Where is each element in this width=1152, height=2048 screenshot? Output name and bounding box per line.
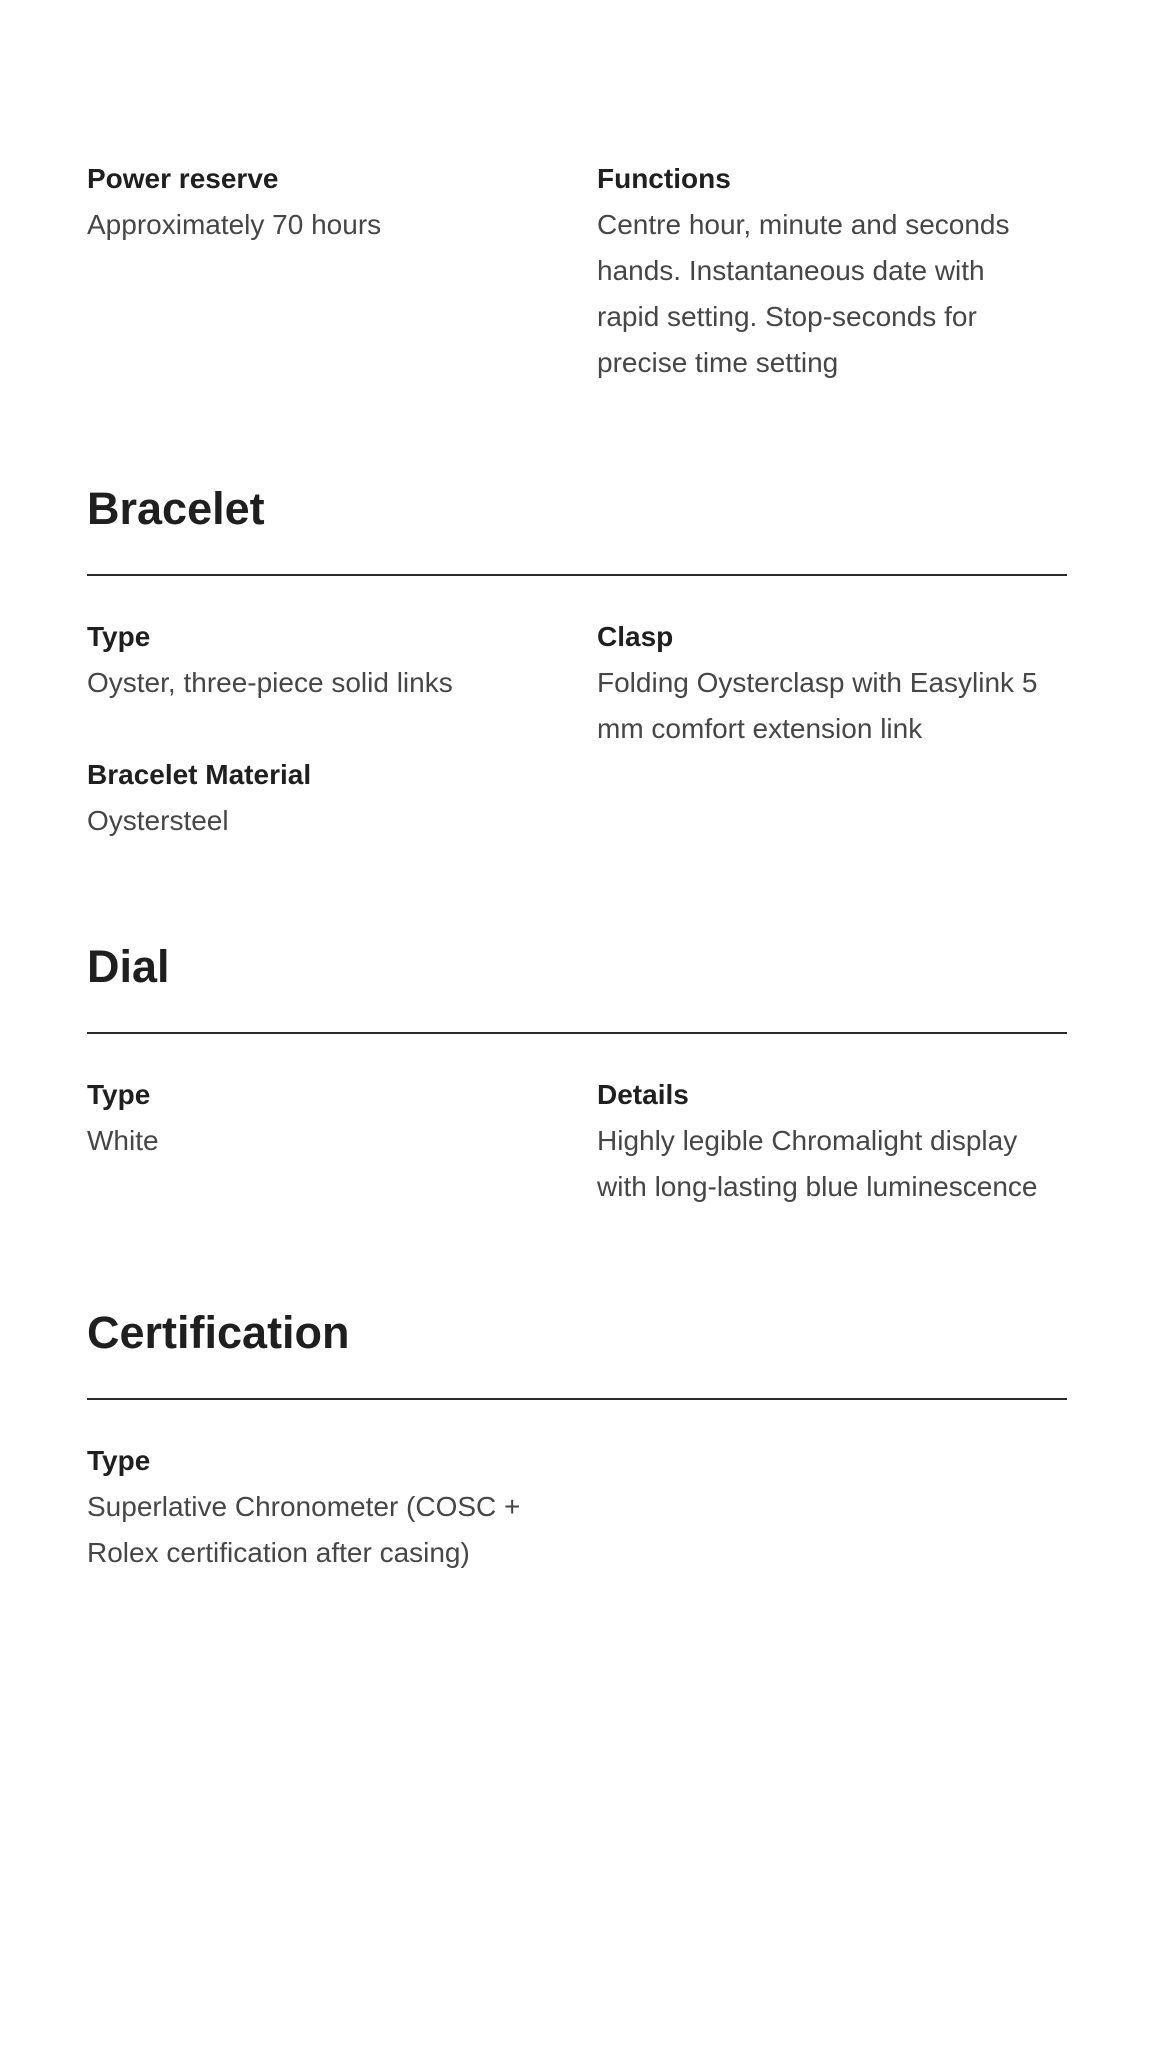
section-divider <box>87 574 1067 576</box>
spec-item-functions <box>597 156 1047 386</box>
section-title-bracelet: Bracelet <box>87 483 265 534</box>
spec-label: Clasp <box>597 621 674 652</box>
spec-section-bracelet <box>87 482 1067 844</box>
spec-section-dial <box>87 940 1067 1210</box>
spec-item-dial-type <box>87 1072 537 1210</box>
spec-value: Superlative Chronometer (COSC + Rolex certification after casing) <box>87 1491 521 1568</box>
spec-grid <box>87 614 1067 844</box>
spec-value: Highly legible Chromalight display with long-lasting blue luminescence <box>597 1125 1038 1202</box>
section-divider <box>87 1032 1067 1034</box>
spec-item-certification-type <box>87 1438 537 1576</box>
spec-item-bracelet-material <box>87 752 537 844</box>
spec-value: Centre hour, minute and seconds hands. Instantaneous date with rapid setting. Stop-seconds for precise time setting <box>597 209 1010 378</box>
spec-label: Details <box>597 1079 689 1110</box>
spec-label: Type <box>87 1079 151 1110</box>
spec-value: Folding Oysterclasp with Easylink 5 mm comfort extension link <box>597 667 1038 744</box>
spec-label: Functions <box>597 163 731 194</box>
spec-grid <box>87 156 1067 386</box>
spec-section-continued <box>87 156 1067 386</box>
spec-value: White <box>87 1125 159 1156</box>
section-title-certification: Certification <box>87 1307 350 1358</box>
spec-item-bracelet-type <box>87 614 537 752</box>
spec-grid <box>87 1438 1067 1576</box>
spec-label: Type <box>87 621 151 652</box>
spec-value: Oyster, three-piece solid links <box>87 667 453 698</box>
spec-section-certification <box>87 1306 1067 1576</box>
spec-item-dial-details <box>597 1072 1047 1210</box>
spec-value: Oystersteel <box>87 805 229 836</box>
spec-item-power-reserve <box>87 156 537 386</box>
spec-label: Type <box>87 1445 151 1476</box>
spec-label: Power reserve <box>87 163 279 194</box>
section-title-dial: Dial <box>87 941 170 992</box>
spec-label: Bracelet Material <box>87 759 312 790</box>
spec-item-bracelet-clasp <box>597 614 1047 752</box>
spec-grid <box>87 1072 1067 1210</box>
section-divider <box>87 1398 1067 1400</box>
spec-value: Approximately 70 hours <box>87 209 382 240</box>
